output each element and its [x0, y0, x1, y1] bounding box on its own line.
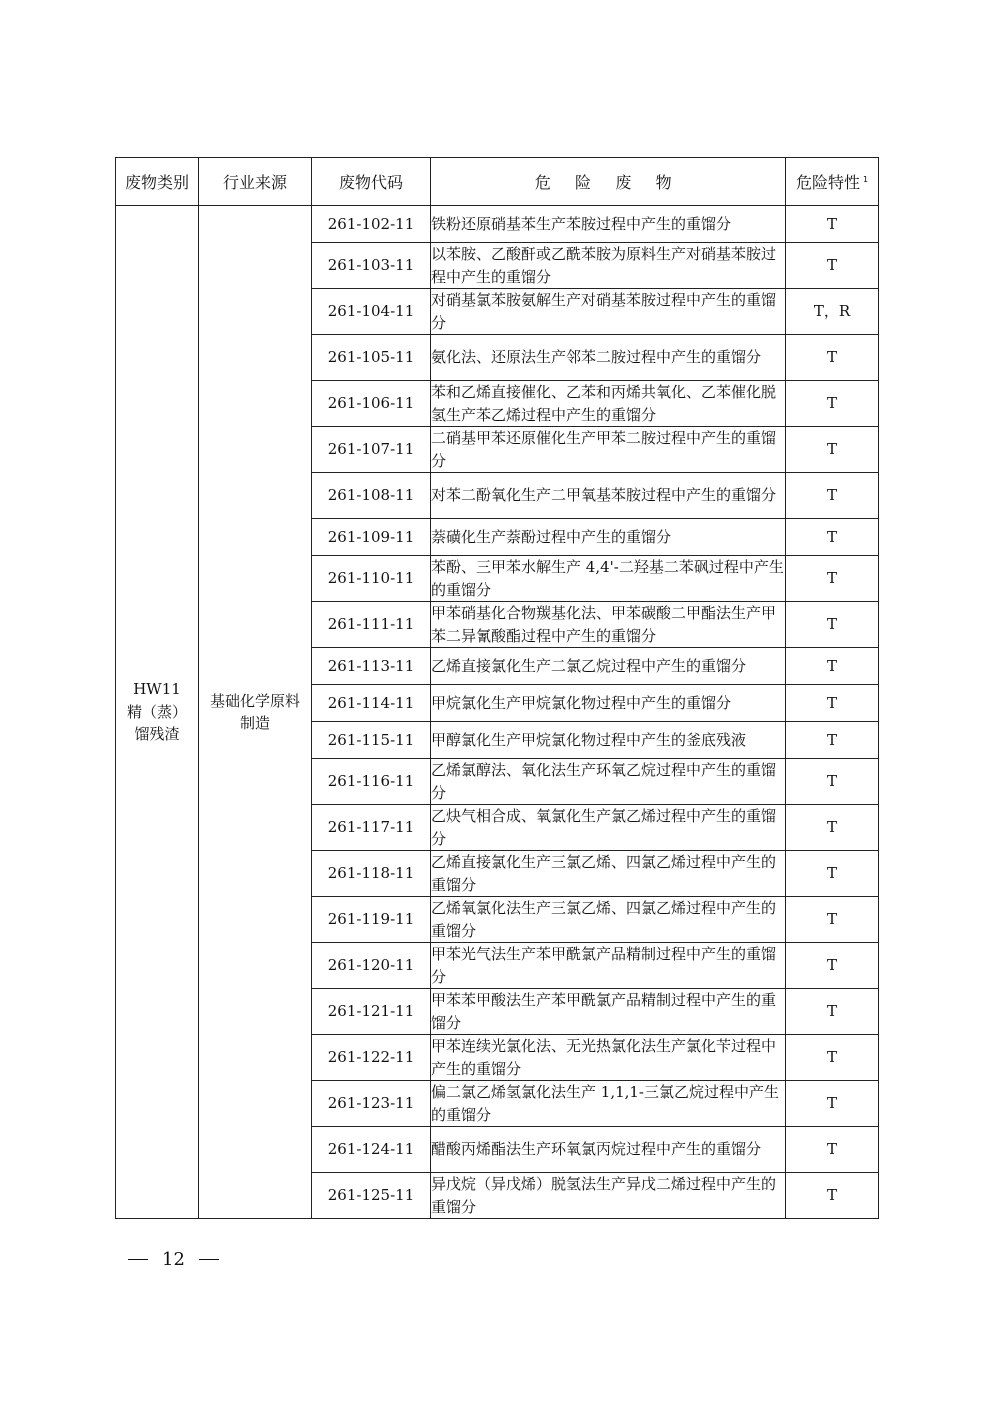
- waste-code-cell: 261-121-11: [312, 989, 431, 1035]
- header-hazard-property-label: 危险特性: [795, 173, 860, 192]
- header-hazardous-waste: 危 险 废 物: [431, 158, 786, 206]
- waste-description-cell: 乙烯氧氯化法生产三氯乙烯、四氯乙烯过程中产生的重馏分: [431, 897, 786, 943]
- waste-code-cell: 261-116-11: [312, 759, 431, 805]
- waste-description-cell: 苯酚、三甲苯水解生产 4,4'-二羟基二苯砜过程中产生的重馏分: [431, 556, 786, 602]
- category-name-line1: 精（蒸）: [126, 702, 187, 721]
- hazard-property-cell: T: [786, 685, 879, 722]
- waste-code-cell: 261-120-11: [312, 943, 431, 989]
- waste-code-cell: 261-117-11: [312, 805, 431, 851]
- waste-code-cell: 261-115-11: [312, 722, 431, 759]
- category-name-line2: 馏残渣: [134, 725, 180, 744]
- hazard-property-cell: T: [786, 427, 879, 473]
- category-code: HW11: [133, 680, 181, 699]
- waste-code-cell: 261-104-11: [312, 289, 431, 335]
- waste-description-cell: 甲苯苯甲酸法生产苯甲酰氯产品精制过程中产生的重馏分: [431, 989, 786, 1035]
- hazard-property-cell: T: [786, 1081, 879, 1127]
- footnote-marker: 1: [862, 174, 869, 184]
- hazard-property-cell: T: [786, 648, 879, 685]
- hazard-property-cell: T: [786, 519, 879, 556]
- waste-description-cell: 对硝基氯苯胺氨解生产对硝基苯胺过程中产生的重馏分: [431, 289, 786, 335]
- waste-code-cell: 261-106-11: [312, 381, 431, 427]
- hazard-property-cell: T: [786, 1173, 879, 1219]
- waste-description-cell: 乙烯直接氯化生产三氯乙烯、四氯乙烯过程中产生的重馏分: [431, 851, 786, 897]
- table-body: [116, 206, 879, 1219]
- waste-code-cell: 261-102-11: [312, 206, 431, 243]
- hazard-property-cell: T: [786, 335, 879, 381]
- waste-description-cell: 苯和乙烯直接催化、乙苯和丙烯共氧化、乙苯催化脱氢生产苯乙烯过程中产生的重馏分: [431, 381, 786, 427]
- waste-description-cell: 对苯二酚氧化生产二甲氧基苯胺过程中产生的重馏分: [431, 473, 786, 519]
- hazard-property-cell: T: [786, 943, 879, 989]
- hazard-property-cell: T: [786, 473, 879, 519]
- hazardous-waste-table: [115, 157, 879, 1219]
- waste-description-cell: 以苯胺、乙酸酐或乙酰苯胺为原料生产对硝基苯胺过程中产生的重馏分: [431, 243, 786, 289]
- category-cell: [116, 206, 199, 1219]
- waste-code-cell: 261-123-11: [312, 1081, 431, 1127]
- waste-code-cell: 261-124-11: [312, 1127, 431, 1173]
- waste-code-cell: 261-103-11: [312, 243, 431, 289]
- waste-code-cell: 261-122-11: [312, 1035, 431, 1081]
- industry-line1: 基础化学原料: [209, 691, 300, 710]
- waste-code-cell: 261-105-11: [312, 335, 431, 381]
- waste-code-cell: 261-118-11: [312, 851, 431, 897]
- waste-code-cell: 261-125-11: [312, 1173, 431, 1219]
- header-source: 行业来源: [199, 158, 312, 206]
- hazard-property-cell: T: [786, 243, 879, 289]
- hazard-property-cell: T: [786, 556, 879, 602]
- waste-code-cell: 261-109-11: [312, 519, 431, 556]
- hazard-property-cell: T: [786, 381, 879, 427]
- header-code: 废物代码: [312, 158, 431, 206]
- hazard-property-cell: T: [786, 851, 879, 897]
- hazard-property-cell: T: [786, 759, 879, 805]
- waste-code-cell: 261-111-11: [312, 602, 431, 648]
- waste-code-cell: 261-108-11: [312, 473, 431, 519]
- waste-description-cell: 异戊烷（异戊烯）脱氢法生产异戊二烯过程中产生的重馏分: [431, 1173, 786, 1219]
- header-hazard-property: [786, 158, 879, 206]
- dash-right: [199, 1259, 219, 1260]
- waste-description-cell: 甲烷氯化生产甲烷氯化物过程中产生的重馏分: [431, 685, 786, 722]
- waste-code-cell: 261-119-11: [312, 897, 431, 943]
- page-footer: [128, 1249, 219, 1270]
- table-header-row: [116, 158, 879, 206]
- waste-description-cell: 氨化法、还原法生产邻苯二胺过程中产生的重馏分: [431, 335, 786, 381]
- waste-description-cell: 甲苯光气法生产苯甲酰氯产品精制过程中产生的重馏分: [431, 943, 786, 989]
- industry-line2: 制造: [239, 714, 270, 732]
- hazard-property-cell: T: [786, 1035, 879, 1081]
- waste-description-cell: 乙炔气相合成、氧氯化生产氯乙烯过程中产生的重馏分: [431, 805, 786, 851]
- dash-left: [128, 1259, 148, 1260]
- hazard-property-cell: T，R: [786, 289, 879, 335]
- waste-description-cell: 醋酸丙烯酯法生产环氧氯丙烷过程中产生的重馏分: [431, 1127, 786, 1173]
- hazard-property-cell: T: [786, 1127, 879, 1173]
- industry-source-cell: [199, 206, 312, 1219]
- waste-code-cell: 261-110-11: [312, 556, 431, 602]
- waste-description-cell: 二硝基甲苯还原催化生产甲苯二胺过程中产生的重馏分: [431, 427, 786, 473]
- header-category: 废物类别: [116, 158, 199, 206]
- table-row: [116, 206, 879, 243]
- waste-code-cell: 261-114-11: [312, 685, 431, 722]
- waste-code-cell: 261-113-11: [312, 648, 431, 685]
- hazard-property-cell: T: [786, 602, 879, 648]
- waste-description-cell: 甲醇氯化生产甲烷氯化物过程中产生的釜底残液: [431, 722, 786, 759]
- hazard-property-cell: T: [786, 206, 879, 243]
- waste-description-cell: 乙烯直接氯化生产二氯乙烷过程中产生的重馏分: [431, 648, 786, 685]
- page-number: 12: [162, 1249, 185, 1270]
- hazard-property-cell: T: [786, 722, 879, 759]
- waste-description-cell: 萘磺化生产萘酚过程中产生的重馏分: [431, 519, 786, 556]
- hazard-property-cell: T: [786, 805, 879, 851]
- waste-description-cell: 铁粉还原硝基苯生产苯胺过程中产生的重馏分: [431, 206, 786, 243]
- hazard-property-cell: T: [786, 989, 879, 1035]
- waste-description-cell: 甲苯硝基化合物羰基化法、甲苯碳酸二甲酯法生产甲苯二异氰酸酯过程中产生的重馏分: [431, 602, 786, 648]
- waste-description-cell: 乙烯氯醇法、氧化法生产环氧乙烷过程中产生的重馏分: [431, 759, 786, 805]
- waste-description-cell: 甲苯连续光氯化法、无光热氯化法生产氯化苄过程中产生的重馏分: [431, 1035, 786, 1081]
- hazard-property-cell: T: [786, 897, 879, 943]
- waste-code-cell: 261-107-11: [312, 427, 431, 473]
- waste-description-cell: 偏二氯乙烯氢氯化法生产 1,1,1-三氯乙烷过程中产生的重馏分: [431, 1081, 786, 1127]
